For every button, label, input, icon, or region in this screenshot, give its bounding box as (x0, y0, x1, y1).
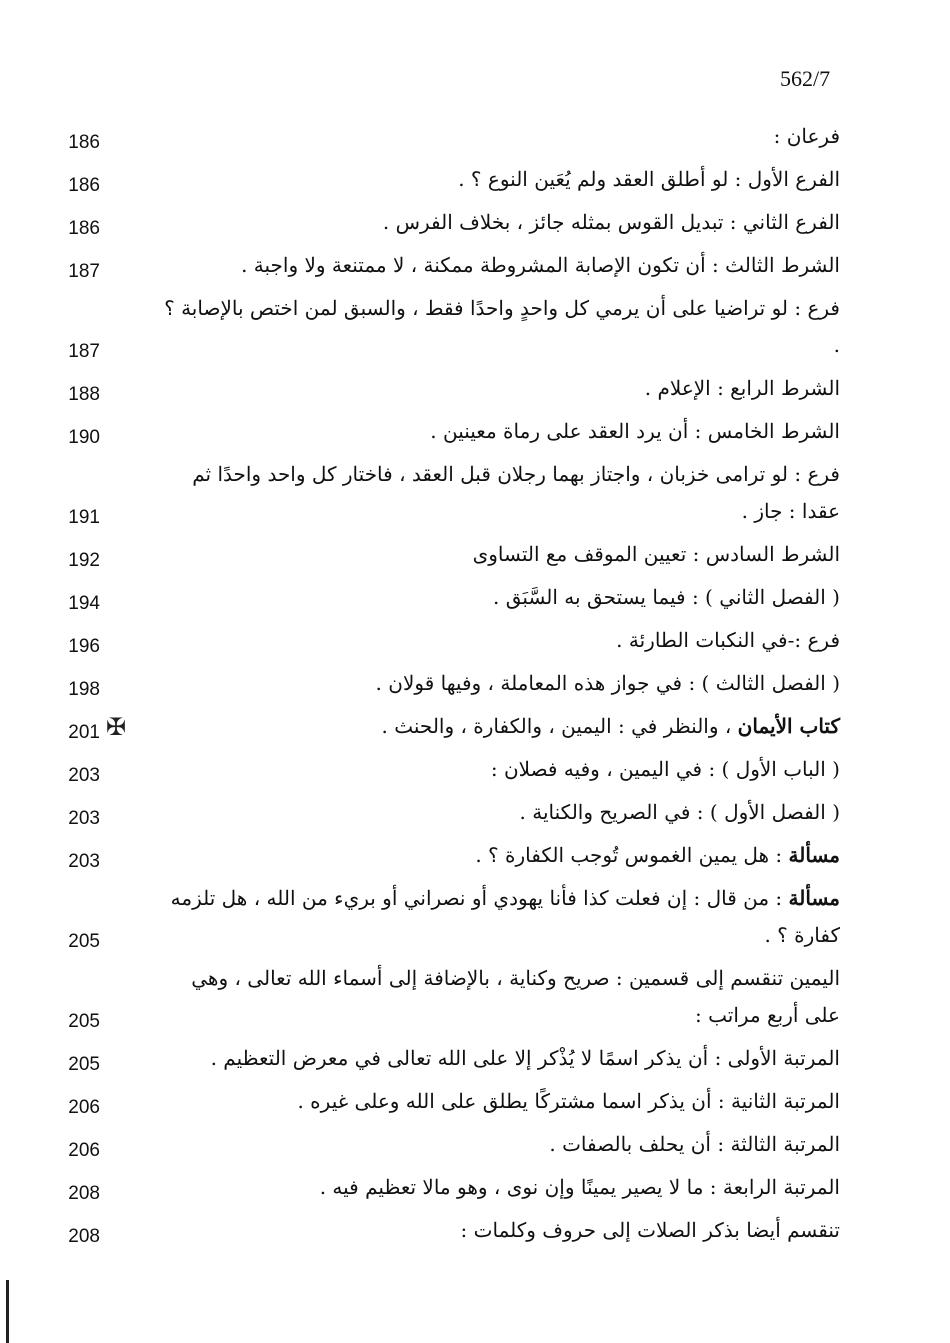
toc-entry (0, 118, 950, 155)
toc-entry (0, 370, 950, 407)
toc-entry-title: الشرط السادس : تعيين الموقف مع التساوى (472, 542, 840, 566)
toc-page-number: 191 (68, 507, 100, 528)
toc-entry (0, 1169, 950, 1206)
toc-page-number: 196 (68, 636, 100, 657)
toc-page-number: 206 (68, 1140, 100, 1161)
toc-entry-title: المرتبة الأولى : أن يذكر اسمًا لا يُذْكر إلا على الله تعالى في معرض التعظيم . (210, 1046, 840, 1070)
toc-entry-title: ( الفصل الثاني ) : فيما يستحق به السَّبَق . (493, 585, 840, 609)
toc-page-number: 205 (68, 931, 100, 952)
toc-entry-title: فرع : لو تراضيا على أن يرمي كل واحدٍ واحدًا فقط ، والسبق لمن اختص بالإصابة ؟ . (164, 296, 840, 357)
toc-page-number: 205 (68, 1054, 100, 1075)
toc-page-number: 192 (68, 550, 100, 571)
page-reference: 562/7 (780, 66, 831, 91)
toc-entry-title: الشرط الخامس : أن يرد العقد على رماة معينين . (430, 419, 840, 443)
toc-entry-title: تنقسم أيضا بذكر الصلات إلى حروف وكلمات : (460, 1218, 840, 1242)
handwritten-check-icon: ✠ (105, 713, 126, 741)
toc-page-number: 203 (68, 765, 100, 786)
toc-page-number: 201 ✠ (68, 713, 126, 743)
toc-entry (0, 1083, 950, 1120)
toc-entry (0, 837, 950, 874)
toc-page-number: 186 (68, 218, 100, 239)
toc-page-number: 198 (68, 679, 100, 700)
toc-entry (0, 1040, 950, 1077)
toc-entry (0, 536, 950, 573)
toc-page-number: 208 (68, 1226, 100, 1247)
toc-page-number: 186 (68, 175, 100, 196)
toc-entry-title: كتاب الأيمان ، والنظر في : اليمين ، والكفارة ، والحنث . (381, 714, 840, 738)
toc-entry (0, 708, 950, 745)
toc-entry (0, 579, 950, 616)
toc-entry-title: ( الفصل الأول ) : في الصريح والكناية . (519, 800, 840, 824)
toc-entry (0, 247, 950, 284)
toc-page-number: 187 (68, 341, 100, 362)
table-of-contents (0, 118, 950, 1255)
toc-page-number: 190 (68, 427, 100, 448)
toc-entry-title: الفرع الثاني : تبديل القوس بمثله جائز ، بخلاف الفرس . (382, 210, 840, 234)
toc-entry (0, 665, 950, 702)
toc-entry (0, 622, 950, 659)
toc-entry (0, 751, 950, 788)
toc-entry (0, 456, 950, 530)
toc-entry (0, 161, 950, 198)
toc-page-number: 203 (68, 851, 100, 872)
toc-entry-title: المرتبة الثانية : أن يذكر اسما مشتركًا يطلق على الله وعلى غيره . (297, 1089, 840, 1113)
toc-page-number: 188 (68, 384, 100, 405)
toc-page-number: 194 (68, 593, 100, 614)
toc-entry (0, 880, 950, 954)
toc-page-number: 186 (68, 132, 100, 153)
toc-entry-title: اليمين تنقسم إلى قسمين : صريح وكناية ، بالإضافة إلى أسماء الله تعالى ، وهي على أربع مراتب : (191, 966, 840, 1027)
toc-entry-title: فرع :-في النكبات الطارئة . (616, 628, 840, 652)
toc-entry-heading: مسألة (788, 843, 840, 867)
toc-page-number: 187 (68, 261, 100, 282)
toc-entry (0, 794, 950, 831)
toc-entry (0, 413, 950, 450)
toc-entry (0, 204, 950, 241)
toc-entry-title: مسألة : من قال : إن فعلت كذا فأنا يهودي أو نصراني أو بريء من الله ، هل تلزمه كفارة ؟ . (170, 886, 840, 947)
toc-entry (0, 960, 950, 1034)
toc-entry (0, 1212, 950, 1249)
toc-entry-heading: كتاب الأيمان (737, 714, 840, 738)
toc-entry-title: الفرع الأول : لو أطلق العقد ولم يُعَين النوع ؟ . (458, 167, 840, 191)
toc-page-number: 208 (68, 1183, 100, 1204)
toc-entry-title: فرع : لو ترامى خزبان ، واجتاز بهما رجلان قبل العقد ، فاختار كل واحد واحدًا ثم عقدا : جاز . (192, 462, 840, 523)
toc-entry-title: مسألة : هل يمين الغموس تُوجب الكفارة ؟ . (475, 843, 840, 867)
toc-entry-title: ( الفصل الثالث ) : في جواز هذه المعاملة ، وفيها قولان . (375, 671, 840, 695)
scan-edge-line (6, 1280, 9, 1343)
toc-page-number: 205 (68, 1011, 100, 1032)
toc-entry-title: المرتبة الثالثة : أن يحلف بالصفات . (549, 1132, 840, 1156)
toc-entry-title: المرتبة الرابعة : ما لا يصير يمينًا وإن نوى ، وهو مالا تعظيم فيه . (319, 1175, 840, 1199)
toc-entry-title: ( الباب الأول ) : في اليمين ، وفيه فصلان : (490, 757, 840, 781)
toc-entry-title: الشرط الثالث : أن تكون الإصابة المشروطة ممكنة ، لا ممتنعة ولا واجبة . (241, 253, 840, 277)
toc-entry (0, 1126, 950, 1163)
toc-entry-title: الشرط الرابع : الإعلام . (644, 376, 840, 400)
toc-page-number: 206 (68, 1097, 100, 1118)
toc-page-number: 203 (68, 808, 100, 829)
toc-entry-heading: مسألة (788, 886, 840, 910)
toc-entry-title: فرعان : (773, 124, 840, 148)
toc-entry (0, 290, 950, 364)
